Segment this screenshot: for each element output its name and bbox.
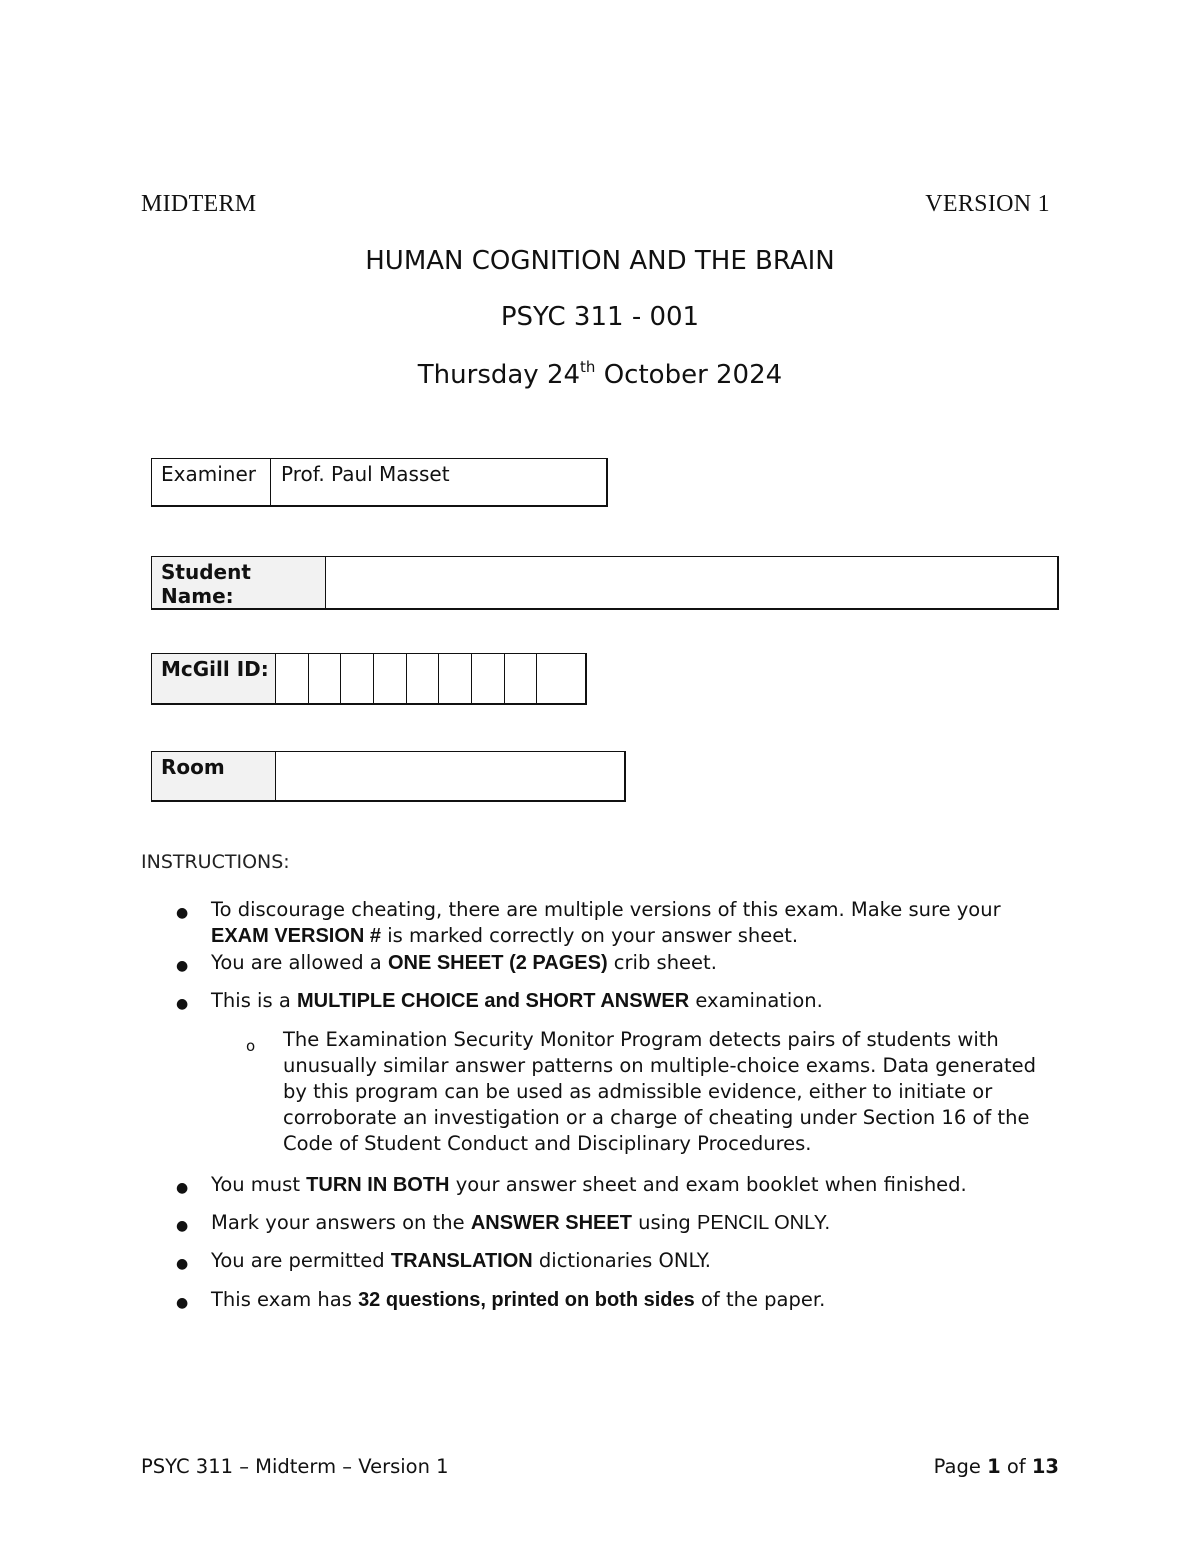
student-name-field[interactable] bbox=[326, 557, 1059, 610]
instruction-text: using bbox=[631, 1211, 698, 1234]
instruction-item-crib-sheet bbox=[211, 950, 1061, 976]
instruction-item-format bbox=[211, 988, 1061, 1014]
instruction-text: Mark your answers on the bbox=[211, 1211, 471, 1234]
instruction-text: This exam has bbox=[211, 1288, 359, 1311]
bullet-icon: ● bbox=[176, 1218, 189, 1234]
examiner-box bbox=[151, 458, 608, 507]
page-word: Page bbox=[933, 1455, 988, 1478]
exam-date-month-year: October 2024 bbox=[595, 360, 783, 390]
examiner-label: Examiner bbox=[152, 459, 271, 507]
instruction-subitem-security-monitor: The Examination Security Monitor Program detects pairs of students with unusually similar answer patterns on multiple-choice exams. Data generated by this program can be used as admissible evidence, either to initiate or corroborate an investigation or a charge of cheating under Section 16 of the Code of Student Conduct and Disciplinary Procedures. bbox=[283, 1028, 1036, 1155]
instruction-emphasis: TRANSLATION bbox=[390, 1250, 533, 1272]
exam-version-label: VERSION 1 bbox=[925, 191, 1050, 217]
instruction-text: You are permitted bbox=[211, 1249, 391, 1272]
bullet-icon: ● bbox=[176, 1256, 189, 1272]
instruction-text: To discourage cheating, there are multiple versions of this exam. Make sure your bbox=[211, 898, 1001, 921]
instruction-item-answer-sheet bbox=[211, 1210, 1061, 1236]
footer-doc-label: PSYC 311 – Midterm – Version 1 bbox=[141, 1455, 449, 1478]
mcgill-id-label: McGill ID: bbox=[152, 654, 276, 705]
instruction-text: your answer sheet and exam booklet when finished. bbox=[449, 1173, 967, 1196]
instruction-item-versions bbox=[211, 897, 1061, 949]
instruction-emphasis: MULTIPLE CHOICE and SHORT ANSWER bbox=[296, 990, 690, 1012]
instruction-text: is marked correctly on your answer sheet. bbox=[381, 924, 799, 947]
instruction-item-turn-in bbox=[211, 1172, 1061, 1198]
page-of: of bbox=[1000, 1455, 1032, 1478]
sub-bullet-icon: o bbox=[246, 1037, 256, 1055]
bullet-icon: ● bbox=[176, 905, 189, 921]
instruction-emphasis: 32 questions, printed on both sides bbox=[358, 1289, 695, 1311]
instruction-text: PENCIL ONLY. bbox=[697, 1212, 831, 1234]
exam-type-label: MIDTERM bbox=[141, 191, 257, 217]
exam-date-ordinal: th bbox=[580, 358, 596, 376]
instruction-emphasis: ANSWER SHEET bbox=[470, 1212, 632, 1234]
instruction-item-dictionaries bbox=[211, 1248, 1061, 1274]
mcgill-id-digit-box[interactable] bbox=[341, 654, 374, 705]
room-box bbox=[151, 751, 626, 802]
bullet-icon: ● bbox=[176, 958, 189, 974]
mcgill-id-digit-box[interactable] bbox=[537, 654, 586, 705]
course-title: HUMAN COGNITION AND THE BRAIN bbox=[365, 246, 835, 276]
mcgill-id-digit-box[interactable] bbox=[308, 654, 341, 705]
mcgill-id-digit-box[interactable] bbox=[276, 654, 309, 705]
mcgill-id-digit-box[interactable] bbox=[504, 654, 537, 705]
instructions-heading: INSTRUCTIONS: bbox=[141, 851, 290, 873]
instruction-item-question-count bbox=[211, 1287, 1061, 1313]
instruction-emphasis: EXAM VERSION # bbox=[211, 925, 382, 947]
page-current: 1 bbox=[987, 1455, 1001, 1478]
mcgill-id-digit-box[interactable] bbox=[374, 654, 407, 705]
instruction-emphasis: TURN IN BOTH bbox=[306, 1174, 450, 1196]
bullet-icon: ● bbox=[176, 1295, 189, 1311]
exam-date-day: Thursday 24 bbox=[417, 360, 581, 390]
student-name-label: Student Name: bbox=[152, 557, 326, 610]
course-code: PSYC 311 - 001 bbox=[500, 302, 700, 332]
exam-date bbox=[0, 358, 1200, 390]
room-field[interactable] bbox=[276, 752, 626, 802]
instruction-text: of the paper. bbox=[694, 1288, 826, 1311]
instruction-text: You must bbox=[211, 1173, 307, 1196]
bullet-icon: ● bbox=[176, 996, 189, 1012]
bullet-icon: ● bbox=[176, 1180, 189, 1196]
instruction-text: crib sheet. bbox=[607, 951, 717, 974]
instruction-text: This is a bbox=[211, 989, 297, 1012]
mcgill-id-digit-box[interactable] bbox=[472, 654, 505, 705]
examiner-value: Prof. Paul Masset bbox=[271, 459, 608, 507]
mcgill-id-box bbox=[151, 653, 587, 705]
instruction-text: You are allowed a bbox=[211, 951, 388, 974]
instruction-text: examination. bbox=[689, 989, 823, 1012]
room-label: Room bbox=[152, 752, 276, 802]
student-name-box bbox=[151, 556, 1059, 610]
instruction-text: dictionaries ONLY. bbox=[532, 1249, 711, 1272]
mcgill-id-digit-box[interactable] bbox=[439, 654, 472, 705]
instruction-emphasis: ONE SHEET (2 PAGES) bbox=[387, 952, 608, 974]
footer-page-number bbox=[934, 1455, 1059, 1478]
mcgill-id-digit-box[interactable] bbox=[406, 654, 439, 705]
page-total: 13 bbox=[1031, 1455, 1059, 1478]
